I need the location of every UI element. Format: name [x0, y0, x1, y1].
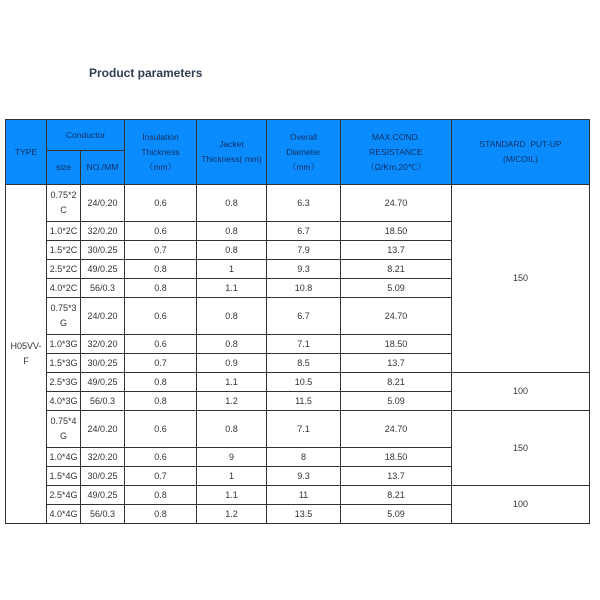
- resistance-cell: 18.50: [341, 448, 452, 467]
- insulation-cell: 0.6: [125, 298, 197, 335]
- no-mm-cell: 24/0.20: [81, 298, 125, 335]
- no-mm-cell: 30/0.25: [81, 467, 125, 486]
- size-cell: 4.0*3G: [47, 392, 81, 411]
- overall-cell: 10.5: [267, 373, 341, 392]
- size-line: G: [59, 318, 67, 328]
- size-cell: 4.0*2C: [47, 279, 81, 298]
- resistance-cell: 18.50: [341, 335, 452, 354]
- overall-cell: 11: [267, 486, 341, 505]
- size-cell: 2.5*2C: [47, 260, 81, 279]
- page-title: Product parameters: [89, 66, 203, 80]
- resistance-cell: 13.7: [341, 467, 452, 486]
- jacket-cell: 0.8: [197, 298, 267, 335]
- header-line: Jacket: [219, 139, 244, 149]
- no-mm-cell: 32/0.20: [81, 222, 125, 241]
- no-mm-cell: 24/0.20: [81, 411, 125, 448]
- insulation-cell: 0.8: [125, 260, 197, 279]
- insulation-cell: 0.8: [125, 392, 197, 411]
- jacket-cell: 0.8: [197, 222, 267, 241]
- header-type: TYPE: [6, 120, 47, 185]
- overall-cell: 6.3: [267, 185, 341, 222]
- header-overall-diameter: [267, 120, 341, 185]
- no-mm-cell: 30/0.25: [81, 354, 125, 373]
- jacket-cell: 1.1: [197, 486, 267, 505]
- size-cell: 2.5*4G: [47, 486, 81, 505]
- header-line: （mm）: [144, 161, 177, 172]
- overall-cell: 7.9: [267, 241, 341, 260]
- insulation-cell: 0.7: [125, 354, 197, 373]
- jacket-cell: 1: [197, 260, 267, 279]
- jacket-cell: 9: [197, 448, 267, 467]
- insulation-cell: 0.6: [125, 185, 197, 222]
- header-line: Diameter: [286, 146, 321, 157]
- no-mm-cell: 30/0.25: [81, 241, 125, 260]
- header-line: Overall: [290, 131, 317, 142]
- resistance-cell: 5.09: [341, 505, 452, 524]
- overall-cell: 8: [267, 448, 341, 467]
- insulation-cell: 0.6: [125, 335, 197, 354]
- no-mm-cell: 49/0.25: [81, 486, 125, 505]
- putup-cell: 150: [452, 411, 590, 486]
- jacket-cell: 1.2: [197, 392, 267, 411]
- header-insulation-thickness: [125, 120, 197, 185]
- product-parameters-table: [5, 119, 590, 524]
- jacket-cell: 1.1: [197, 373, 267, 392]
- resistance-cell: 18.50: [341, 222, 452, 241]
- overall-cell: 9.3: [267, 467, 341, 486]
- header-standard-put-up: [452, 120, 590, 185]
- putup-cell: 150: [452, 185, 590, 373]
- insulation-cell: 0.8: [125, 373, 197, 392]
- resistance-cell: 8.21: [341, 260, 452, 279]
- type-cell: [6, 185, 47, 524]
- type-line: H05VV-: [10, 341, 42, 351]
- size-cell: 1.0*4G: [47, 448, 81, 467]
- insulation-cell: 0.7: [125, 241, 197, 260]
- insulation-cell: 0.8: [125, 279, 197, 298]
- jacket-cell: 0.8: [197, 335, 267, 354]
- resistance-cell: 13.7: [341, 241, 452, 260]
- header-line: Thickness: [141, 146, 180, 157]
- putup-cell: 100: [452, 486, 590, 524]
- header-max-cond-resistance: [341, 120, 452, 185]
- overall-cell: 10.8: [267, 279, 341, 298]
- jacket-cell: 1: [197, 467, 267, 486]
- resistance-cell: 5.09: [341, 279, 452, 298]
- header-line: Insulation: [142, 131, 179, 142]
- resistance-cell: 24.70: [341, 185, 452, 222]
- size-cell: 1.5*4G: [47, 467, 81, 486]
- jacket-cell: 0.8: [197, 241, 267, 260]
- jacket-cell: 1.2: [197, 505, 267, 524]
- jacket-cell: 0.9: [197, 354, 267, 373]
- header-line: RESISTANCE: [369, 146, 423, 157]
- header-line: （mm）: [287, 161, 320, 172]
- no-mm-cell: 32/0.20: [81, 448, 125, 467]
- no-mm-cell: 24/0.20: [81, 185, 125, 222]
- insulation-cell: 0.6: [125, 222, 197, 241]
- header-no-mm: NO./MM: [81, 151, 125, 185]
- no-mm-cell: 56/0.3: [81, 505, 125, 524]
- insulation-cell: 0.6: [125, 411, 197, 448]
- overall-cell: 9.3: [267, 260, 341, 279]
- header-line: (M/COIL): [503, 154, 538, 164]
- insulation-cell: 0.8: [125, 505, 197, 524]
- header-size: size: [47, 151, 81, 185]
- size-cell: 1.0*3G: [47, 335, 81, 354]
- size-line: 0.75*3: [50, 303, 77, 313]
- type-line: F: [23, 356, 29, 366]
- jacket-cell: 0.8: [197, 411, 267, 448]
- header-line: （Ω/Km,20℃）: [366, 161, 426, 172]
- size-cell: [47, 185, 81, 222]
- size-cell: 4.0*4G: [47, 505, 81, 524]
- overall-cell: 7.1: [267, 335, 341, 354]
- header-line: STANDARD PUT-UP: [479, 139, 562, 149]
- header-line: MAX.COND.: [371, 131, 421, 142]
- overall-cell: 8.5: [267, 354, 341, 373]
- overall-cell: 7.1: [267, 411, 341, 448]
- size-line: 0.75*2: [50, 190, 77, 200]
- size-cell: 2.5*3G: [47, 373, 81, 392]
- resistance-cell: 24.70: [341, 298, 452, 335]
- no-mm-cell: 49/0.25: [81, 260, 125, 279]
- header-conductor: Conductor: [47, 120, 125, 151]
- resistance-cell: 13.7: [341, 354, 452, 373]
- jacket-cell: 1.1: [197, 279, 267, 298]
- no-mm-cell: 32/0.20: [81, 335, 125, 354]
- no-mm-cell: 56/0.3: [81, 392, 125, 411]
- table-row: [6, 185, 590, 222]
- overall-cell: 6.7: [267, 222, 341, 241]
- size-cell: [47, 411, 81, 448]
- resistance-cell: 8.21: [341, 486, 452, 505]
- size-cell: 1.5*2C: [47, 241, 81, 260]
- table-row: [6, 486, 590, 505]
- size-line: G: [59, 431, 67, 441]
- overall-cell: 11.5: [267, 392, 341, 411]
- resistance-cell: 5.09: [341, 392, 452, 411]
- overall-cell: 13.5: [267, 505, 341, 524]
- size-cell: [47, 298, 81, 335]
- insulation-cell: 0.6: [125, 448, 197, 467]
- insulation-cell: 0.8: [125, 486, 197, 505]
- size-line: C: [60, 205, 67, 215]
- resistance-cell: 24.70: [341, 411, 452, 448]
- no-mm-cell: 56/0.3: [81, 279, 125, 298]
- size-cell: 1.5*3G: [47, 354, 81, 373]
- size-line: 0.75*4: [50, 416, 77, 426]
- table-row: [6, 373, 590, 392]
- table-row: [6, 411, 590, 448]
- header-jacket-thickness: [197, 120, 267, 185]
- resistance-cell: 8.21: [341, 373, 452, 392]
- jacket-cell: 0.8: [197, 185, 267, 222]
- no-mm-cell: 49/0.25: [81, 373, 125, 392]
- insulation-cell: 0.7: [125, 467, 197, 486]
- overall-cell: 6.7: [267, 298, 341, 335]
- size-cell: 1.0*2C: [47, 222, 81, 241]
- header-line: Thickness( mm): [201, 154, 262, 164]
- putup-cell: 100: [452, 373, 590, 411]
